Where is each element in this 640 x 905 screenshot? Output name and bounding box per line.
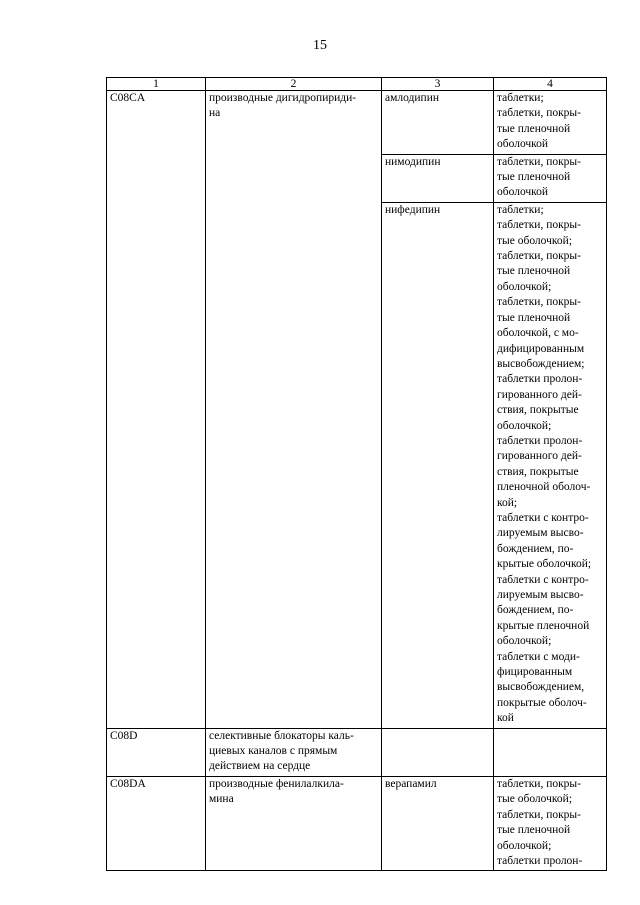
group-name-cell	[206, 91, 382, 729]
dosage-form-line: гированного дей-	[497, 388, 582, 401]
table-header-row	[107, 78, 607, 91]
atc-code-cell: C08DA	[107, 776, 206, 870]
dosage-form-line: тые пленочной	[497, 265, 571, 278]
dosage-form-line: таблетки, покры-	[497, 808, 581, 821]
dosage-form-line: таблетки пролон-	[497, 373, 583, 386]
dosage-form-line: таблетки пролон-	[497, 434, 583, 447]
dosage-form-line: фицированным	[497, 666, 573, 679]
dosage-form-line: таблетки;	[497, 203, 544, 216]
dosage-form-line: покрытые оболоч-	[497, 696, 587, 709]
dosage-form-line: оболочкой, с мо-	[497, 327, 579, 340]
atc-code-cell: C08D	[107, 728, 206, 776]
column-header: 3	[382, 78, 494, 91]
dosage-form-line: таблетки, покры-	[497, 296, 581, 309]
group-name-cell	[206, 728, 382, 776]
dosage-form-line: высвобождением,	[497, 681, 585, 694]
dosage-form-line: таблетки с моди-	[497, 650, 580, 663]
dosage-form-cell	[494, 776, 607, 870]
drug-table	[106, 77, 607, 871]
dosage-form-line: крытые пленочной	[497, 619, 590, 632]
dosage-form-line: лируемым высво-	[497, 527, 584, 540]
dosage-form-line: оболочкой;	[497, 280, 552, 293]
dosage-form-cell	[494, 728, 607, 776]
dosage-form-line: тые пленочной	[497, 824, 571, 837]
dosage-form-line: ствия, покрытые	[497, 465, 579, 478]
group-name-line: мина	[209, 793, 234, 806]
dosage-form-line: бождением, по-	[497, 542, 574, 555]
dosage-form-line: дифицированным	[497, 342, 585, 355]
dosage-form-line: тые оболочкой;	[497, 793, 573, 806]
page-number: 15	[313, 38, 327, 53]
dosage-form-line: лируемым высво-	[497, 589, 584, 601]
dosage-form-line: тые пленочной	[497, 122, 571, 135]
dosage-form-line: крытые оболочкой;	[497, 558, 592, 571]
dosage-form-line: оболочкой;	[497, 635, 552, 648]
dosage-form-line: таблетки, покры-	[497, 219, 581, 232]
group-name-line: на	[209, 107, 221, 120]
dosage-form-cell	[494, 91, 607, 155]
group-name-line: производные дигидропириди-	[209, 92, 357, 104]
drug-name-cell	[382, 728, 494, 776]
table-body	[107, 91, 607, 871]
table-row	[107, 776, 607, 870]
drug-name-cell: верапамил	[382, 776, 494, 870]
column-header: 4	[494, 78, 607, 91]
group-name-line: селективные блокаторы каль-	[209, 729, 354, 742]
dosage-form-line: оболочкой;	[497, 839, 552, 852]
group-name-line: действием на сердце	[209, 760, 311, 773]
group-name-line: производные фенилалкила-	[209, 777, 344, 790]
dosage-form-cell	[494, 154, 607, 202]
dosage-form-cell	[494, 202, 607, 728]
dosage-form-line: оболочкой	[497, 138, 549, 151]
dosage-form-line: таблетки, покры-	[497, 250, 581, 263]
dosage-form-line: таблетки с контро-	[497, 573, 589, 586]
dosage-form-line: таблетки, покры-	[497, 777, 581, 790]
dosage-form-line: тые оболочкой;	[497, 234, 573, 247]
drug-name-cell: амлодипин	[382, 91, 494, 155]
dosage-form-line: оболочкой;	[497, 419, 552, 432]
drug-name-cell: нифедипин	[382, 202, 494, 728]
dosage-form-line: высвобождением;	[497, 357, 585, 370]
dosage-form-line: пленочной оболоч-	[497, 481, 591, 494]
dosage-form-line: кой;	[497, 496, 518, 509]
dosage-form-line: бождением, по-	[497, 604, 574, 617]
table-row	[107, 728, 607, 776]
group-name-line: циевых каналов с прямым	[209, 745, 338, 758]
dosage-form-line: таблетки, покры-	[497, 155, 581, 168]
dosage-form-line: тые пленочной	[497, 311, 571, 324]
dosage-form-line: оболочкой	[497, 186, 549, 199]
dosage-form-line: таблетки пролон-	[497, 854, 583, 867]
drug-name-cell: нимодипин	[382, 154, 494, 202]
group-name-cell	[206, 776, 382, 870]
column-header: 1	[107, 78, 206, 91]
dosage-form-line: гированного дей-	[497, 450, 582, 463]
dosage-form-line: тые пленочной	[497, 171, 571, 184]
column-header: 2	[206, 78, 382, 91]
dosage-form-line: таблетки;	[497, 92, 544, 104]
atc-code-cell: C08CA	[107, 91, 206, 729]
dosage-form-line: ствия, покрытые	[497, 404, 579, 417]
dosage-form-line: таблетки с контро-	[497, 511, 589, 524]
dosage-form-line: таблетки, покры-	[497, 107, 581, 120]
dosage-form-line: кой	[497, 712, 514, 725]
table-row	[107, 91, 607, 155]
